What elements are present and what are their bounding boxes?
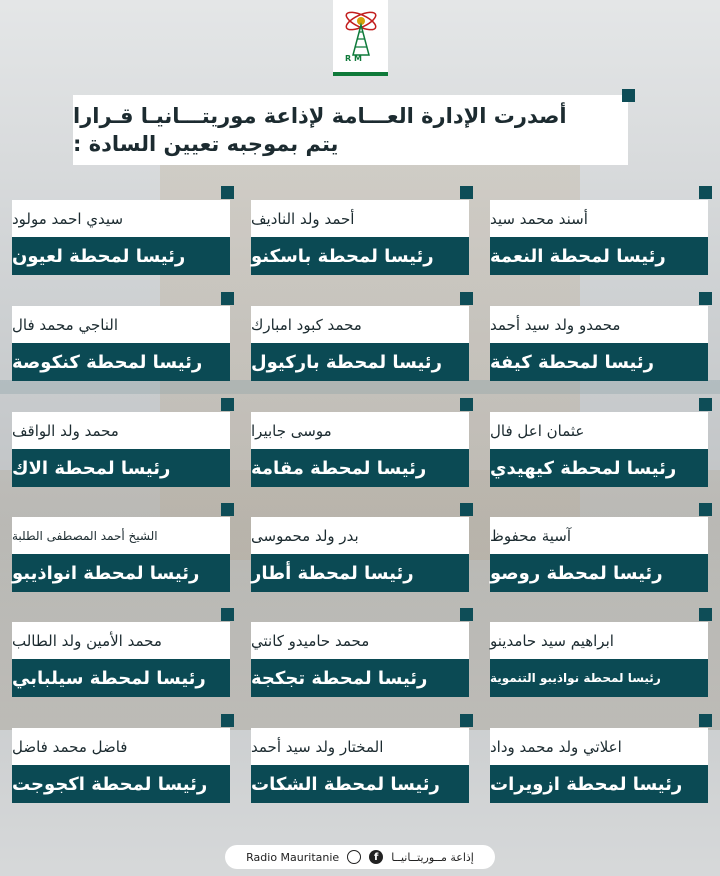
appointee-role: رئيسا لمحطة أطار	[251, 554, 469, 592]
appointee-role: رئيسا لمحطة الشكات	[251, 765, 469, 803]
card-corner-square	[460, 292, 473, 305]
card-corner-square	[699, 186, 712, 199]
headline-line-2: يتم بموجبه تعيين السادة :	[73, 132, 339, 156]
appointee-role: رئيسا لمحطة تجكجة	[251, 659, 469, 697]
appointment-card	[251, 517, 469, 600]
appointee-name: اعلاتي ولد محمد وداد	[490, 728, 708, 765]
appointee-name: أسند محمد سيد	[490, 200, 708, 237]
appointee-role: رئيسا لمحطة ازويرات	[490, 765, 708, 803]
appointee-name: سيدي احمد مولود	[12, 200, 230, 237]
appointee-role: رئيسا لمحطة باركيول	[251, 343, 469, 381]
card-corner-square	[699, 292, 712, 305]
card-corner-square	[699, 503, 712, 516]
card-corner-square	[221, 503, 234, 516]
appointee-role: رئيسا لمحطة كنكوصة	[12, 343, 230, 381]
appointment-card	[12, 728, 230, 811]
appointee-role: رئيسا لمحطة مقامة	[251, 449, 469, 487]
appointee-role: رئيسا لمحطة لعيون	[12, 237, 230, 275]
appointment-card	[490, 622, 708, 705]
card-corner-square	[221, 398, 234, 411]
card-corner-square	[221, 608, 234, 621]
appointment-card	[12, 306, 230, 389]
appointee-name: محمد حاميدو كانتي	[251, 622, 469, 659]
appointee-role: رئيسا لمحطة سيلبابي	[12, 659, 230, 697]
appointee-name: موسى جابيرا	[251, 412, 469, 449]
appointee-name: الشيخ أحمد المصطفى الطلبة	[12, 517, 230, 554]
headline-box	[73, 95, 628, 165]
appointee-role: رئيسا لمحطة الاك	[12, 449, 230, 487]
appointee-role: رئيسا لمحطة انواذيبو	[12, 554, 230, 592]
appointment-card	[490, 517, 708, 600]
radio-mauritanie-emblem-icon	[339, 7, 383, 65]
headline-line-1: أصدرت الإدارة العـــامة لإذاعة موريتـــانيـا قـرارا	[73, 104, 567, 128]
appointment-card	[490, 200, 708, 283]
footer-brand-ar: إذاعة مــوريتــانيــا	[391, 850, 474, 864]
appointment-card	[12, 622, 230, 705]
appointee-role: رئيسا لمحطة باسكنو	[251, 237, 469, 275]
appointee-name: آسية محفوظ	[490, 517, 708, 554]
appointee-role: رئيسا لمحطة كيفة	[490, 343, 708, 381]
appointee-role: رئيسا لمحطة النعمة	[490, 237, 708, 275]
appointee-name: المختار ولد سيد أحمد	[251, 728, 469, 765]
appointee-name: عثمان اعل فال	[490, 412, 708, 449]
appointment-card	[490, 412, 708, 495]
appointee-role: رئيسا لمحطة روصو	[490, 554, 708, 592]
facebook-icon[interactable]: f	[369, 850, 383, 864]
appointment-card	[251, 728, 469, 811]
card-corner-square	[460, 398, 473, 411]
card-corner-square	[699, 398, 712, 411]
appointee-name: فاضل محمد فاضل	[12, 728, 230, 765]
card-corner-square	[699, 714, 712, 727]
footer-bar	[225, 845, 495, 869]
appointment-card	[12, 517, 230, 600]
appointee-role: رئيسا لمحطة اكجوجت	[12, 765, 230, 803]
radio-logo	[333, 0, 388, 76]
appointment-card	[490, 728, 708, 811]
appointee-name: بدر ولد محموسى	[251, 517, 469, 554]
appointment-card	[251, 306, 469, 389]
card-corner-square	[460, 608, 473, 621]
card-corner-square	[460, 714, 473, 727]
logo-text: R M	[344, 54, 362, 63]
appointee-name: الناجي محمد فال	[12, 306, 230, 343]
appointee-name: محمد الأمين ولد الطالب	[12, 622, 230, 659]
card-corner-square	[221, 292, 234, 305]
card-corner-square	[460, 503, 473, 516]
card-corner-square	[221, 714, 234, 727]
appointment-card	[251, 412, 469, 495]
appointee-name: أحمد ولد الناديف	[251, 200, 469, 237]
appointee-name: محمدو ولد سيد أحمد	[490, 306, 708, 343]
card-corner-square	[460, 186, 473, 199]
appointee-name: ابراهيم سيد حامدينو	[490, 622, 708, 659]
appointee-name: محمد كبود امبارك	[251, 306, 469, 343]
appointment-card	[12, 412, 230, 495]
headline-corner-square	[622, 89, 635, 102]
card-corner-square	[699, 608, 712, 621]
appointment-card	[12, 200, 230, 283]
appointee-name: محمد ولد الواقف	[12, 412, 230, 449]
footer-brand-en: Radio Mauritanie	[246, 850, 340, 864]
appointee-role: رئيسا لمحطة كيهيدي	[490, 449, 708, 487]
globe-icon[interactable]	[347, 850, 361, 864]
appointee-role: رئيسا لمحطة نواذيبو التنموية	[490, 659, 708, 697]
appointment-card	[251, 200, 469, 283]
appointment-card	[490, 306, 708, 389]
card-corner-square	[221, 186, 234, 199]
appointment-card	[251, 622, 469, 705]
